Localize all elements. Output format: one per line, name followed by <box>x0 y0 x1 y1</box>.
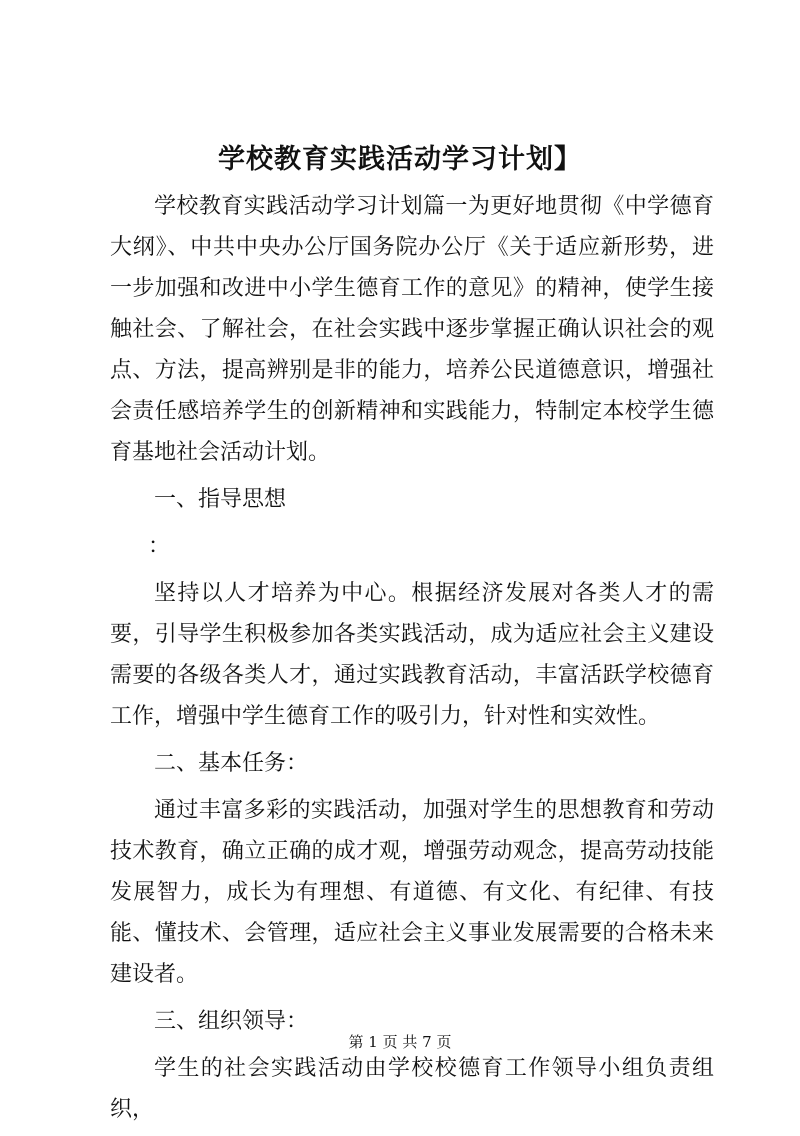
paragraph-guiding-ideology: 坚持以人才培养为中心。根据经济发展对各类人才的需要，引导学生积极参加各类实践活动，成为适应社会主义建设需要的各级各类人才，通过实践教育活动，丰富活跃学校德育工作，增强中学生德育工作的吸引力，针对性和实效性。 <box>110 581 714 729</box>
paragraph-basic-tasks: 通过丰富多彩的实践活动，加强对学生的思想教育和劳动技术教育，确立正确的成才观，增强劳动观念，提高劳动技能发展智力，成长为有理想、有道德、有文化、有纪律、有技能、懂技术、会管理，适应社会主义事业发展需要的合格未来建设者。 <box>110 798 714 987</box>
heading-organization: 三、组织领导： <box>154 1009 309 1034</box>
paragraph-colon: ： <box>148 534 171 559</box>
page-number: 第 1 页 共 7 页 <box>348 1033 452 1051</box>
paragraph-organization: 学生的社会实践活动由学校校德育工作领导小组负责组织， <box>110 1056 714 1122</box>
heading-basic-tasks: 二、基本任务： <box>154 751 309 776</box>
document-title: 学校教育实践活动学习计划】 <box>218 144 582 175</box>
document-body <box>110 186 714 1136</box>
page-footer <box>0 1032 800 1052</box>
paragraph-intro: 学校教育实践活动学习计划篇一为更好地贯彻《中学德育大纲》、中共中央办公厅国务院办公厅《关于适应新形势，进一步加强和改进中小学生德育工作的意见》的精神，使学生接触社会、了解社会，在社会实践中逐步掌握正确认识社会的观点、方法，提高辨别是非的能力，培养公民道德意识，增强社会责任感培养学生的创新精神和实践能力，特制定本校学生德育基地社会活动计划。 <box>110 194 714 465</box>
heading-guiding-ideology: 一、指导思想 <box>154 487 287 512</box>
